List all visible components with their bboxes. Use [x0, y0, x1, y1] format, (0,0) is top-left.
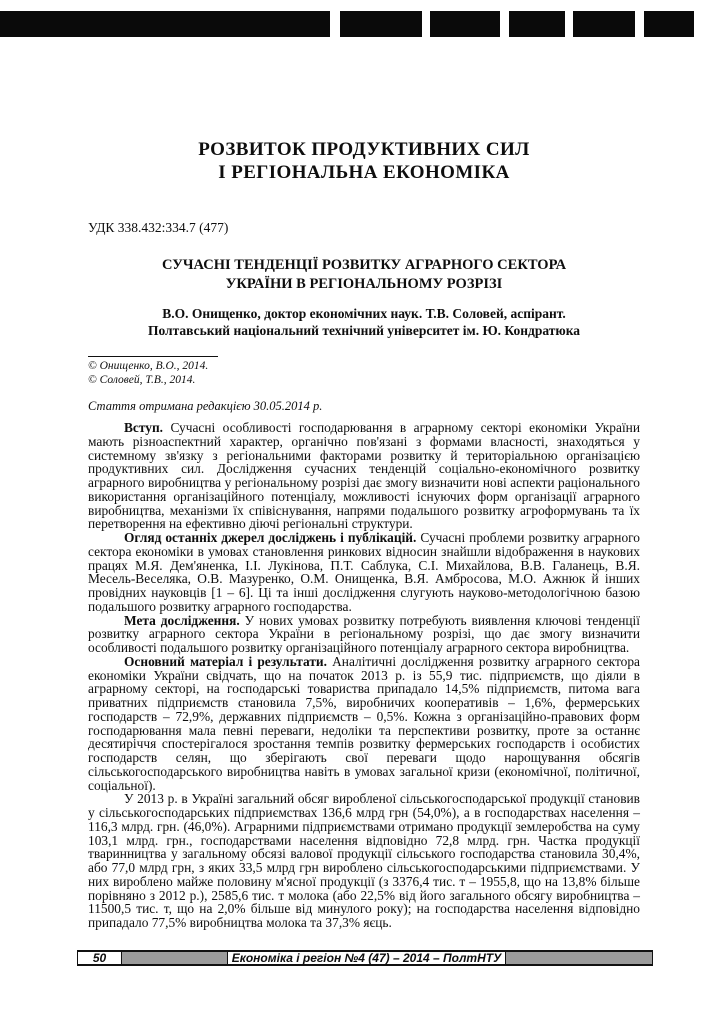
copyright-rule	[88, 356, 218, 357]
paragraph-lead: Вступ.	[124, 420, 164, 435]
article-title-line1: СУЧАСНІ ТЕНДЕНЦІЇ РОЗВИТКУ АГРАРНОГО СЕКТОРА	[161, 257, 567, 273]
paragraph-text: Аналітичні дослідження розвитку аграрного сектора економіки України свідчать, що на початок 2013 р. із 55,9 тис. підприємств, що діяли в аграрному секторі, на господарські товариства припадало 14,5% підприємств, питома вага приватних підприємств становила 7,5%, виробничих кооперативів – 1,6%, фермерських господарств – 72,9%, державних підприємств – 0,5%. Кожна з організаційно-правових форм господарювання мала певні переваги, недоліки та перспективи розвитку, проте за останнє десятиріччя спостерігалося зростання темпів розвитку фермерських господарств і особистих господарств селян, що зберігають свої переваги щодо нарощування обсягів сільськогосподарського виробництва навіть в умовах загальної кризи (економічної, політичної, соціальної).	[88, 653, 640, 793]
footer-gray-cell-left	[121, 952, 227, 964]
paragraph-text: Сучасні проблеми розвитку аграрного сектора економіки в умовах становлення ринкових відносин знайшли відображення в наукових працях М.Я. Дем'яненка, І.І. Лукінова, П.Т. Саблука, С.І. Михайлова, В.В. Галанець, В.Я. Месель-Веселяка, О.В. Мазуренко, О.М. Онищенка, В.Я. Амбросова, М.О. Ажнюк й інших провідних науковців [1 – 6]. Ці та інші дослідження слугують науково-методологічною базою подальшого розвитку аграрного господарства.	[88, 530, 640, 614]
journal-section-title	[88, 138, 640, 184]
scan-band-segment	[644, 11, 694, 37]
scan-band-segment	[573, 11, 635, 37]
copyright-line-1: © Онищенко, В.О., 2014.	[88, 360, 209, 372]
scan-band-segment	[340, 11, 422, 37]
footer-bar	[77, 950, 653, 966]
journal-title-line1: РОЗВИТОК ПРОДУКТИВНИХ СИЛ	[198, 139, 530, 160]
copyright-block	[88, 356, 640, 387]
paragraph-osnovnyi	[88, 655, 640, 793]
scan-band-segment	[509, 11, 565, 37]
paragraph-lead: Огляд останніх джерел досліджень і публікацій.	[124, 530, 417, 545]
copyright-line-2: © Соловей, Т.В., 2014.	[88, 374, 196, 386]
authors-line2: Полтавський національний технічний університет ім. Ю. Кондратюка	[147, 323, 581, 338]
footer-journal-line: Економіка і регіон №4 (47) – 2014 – ПолтНТУ	[227, 952, 505, 964]
page-number: 50	[77, 952, 121, 964]
paragraph-lead: Основний матеріал і результати.	[124, 653, 327, 669]
scan-band-segment	[0, 11, 330, 37]
article-title	[88, 256, 640, 294]
paragraph-meta	[88, 614, 640, 655]
paragraph-oglyad	[88, 531, 640, 614]
authors-block	[88, 305, 640, 339]
paragraph-text: Сучасні особливості господарювання в аграрному секторі економіки України мають різноаспектний характер, органічно пов'язані з формами власності, знаходяться у системному зв'язку з регіональними факторами розвитку й територіальною організацією продуктивних сил. Дослідження сучасних тенденцій соціально-економічного розвитку аграрного виробництва у регіональному розрізі дає змогу визначити нові аспекти раціонального використання організаційного потенціалу, можливості існуючих форм організації аграрного виробництва, механізми їх співіснування, напрями подальшого розвитку агроформувань та їх перетворення на ефективно діючі регіональні структури.	[88, 420, 640, 532]
article-title-line2: УКРАЇНИ В РЕГІОНАЛЬНОМУ РОЗРІЗІ	[225, 276, 503, 292]
scan-band-gap	[500, 11, 509, 37]
paragraph-text: У нових умовах розвитку потребують виявлення ключові тенденції розвитку аграрного сектора України в регіональному розрізі, що дає змогу визначити особливості подальшого розвитку організаційного потенціалу аграрного сектора виробництва.	[88, 612, 641, 655]
paragraph-text: У 2013 р. в Україні загальний обсяг виробленої сільськогосподарської продукції становив у сільськогосподарських підприємствах 136,6 млрд грн (54,0%), а в господарствах населення – 116,3 млрд. грн. (46,0%). Аграрними підприємствами отримано продукції землеробства на суму 103,1 млрд. грн., господарствами населення відповідно 72,8 млрд. грн. Частка продукції тваринництва у загальному обсязі валової продукції сільського господарства становила 30,4%, або 77,0 млрд грн, з яких 33,5 млрд грн вироблено сільськогосподарськими підприємствами. У них вироблено майже половину м'ясної продукції (з 3376,4 тис. т – 1955,8, що на 13,8% більше порівняно з 2012 р.), 2585,6 тис. т молока (або 22,5% від його загального обсягу виробництва – 11500,5 тис. т, що на 2,0% більше від минулого року); на господарства населення відповідно припадало 77,5% виробництва молока та 37,3% яєць.	[88, 791, 640, 930]
authors-line1: В.О. Онищенко, доктор економічних наук. Т.В. Соловей, аспірант.	[162, 306, 566, 321]
scan-band-gap	[635, 11, 644, 37]
journal-title-line2: І РЕГІОНАЛЬНА ЕКОНОМІКА	[218, 162, 510, 183]
scan-artifact-band	[0, 11, 724, 37]
received-date-line: Стаття отримана редакцією 30.05.2014 р.	[88, 399, 323, 413]
udc-code: УДК 338.432:334.7 (477)	[88, 220, 229, 235]
scan-band-gap	[565, 11, 573, 37]
paragraph-2013	[88, 792, 640, 930]
scan-band-gap	[422, 11, 430, 37]
article-body	[88, 421, 640, 930]
scan-band-gap	[330, 11, 340, 37]
scan-band-segment	[430, 11, 500, 37]
paragraph-vstup	[88, 421, 640, 531]
footer-gray-cell-right	[505, 952, 653, 964]
paragraph-lead: Мета дослідження.	[124, 612, 240, 628]
